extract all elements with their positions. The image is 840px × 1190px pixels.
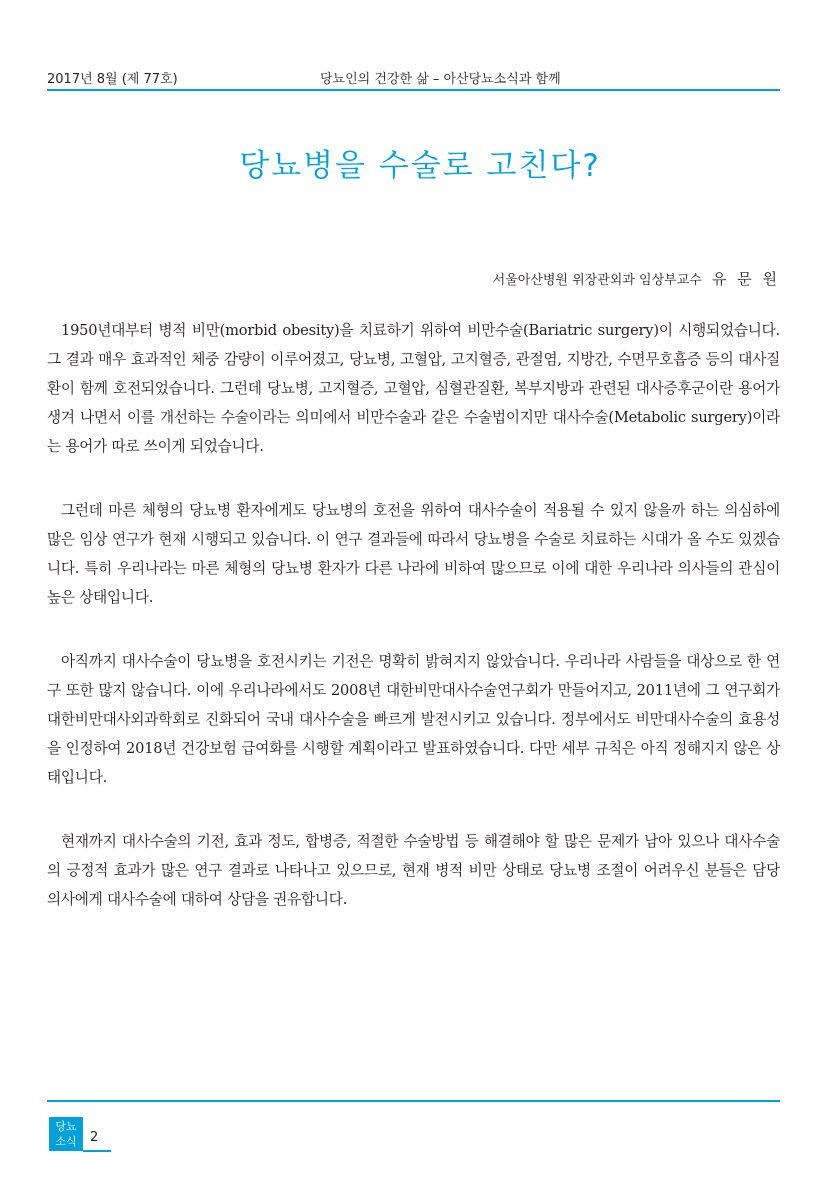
author-name: 유 문 원 <box>711 270 780 288</box>
article-paragraph: 현재까지 대사수술의 기전, 효과 정도, 합병증, 적절한 수술방법 등 해결해야 할 많은 문제가 남아 있으나 대사수술의 긍정적 효과가 많은 연구 결과로 나타나고 있으므로, 현재 병적 비만 상태로 당뇨병 조절이 어려우신 분들은 담당 의사에게 대사수술에 대하여 상담을 권유합니다. <box>47 833 780 908</box>
author-affiliation: 서울아산병원 위장관외과 임상부교수 <box>492 273 702 288</box>
series-title: 당뇨인의 건강한 삶 – 아산당뇨소식과 함께 <box>320 72 561 87</box>
page-header <box>47 66 780 90</box>
footer-divider <box>47 1100 780 1102</box>
issue-label: 2017년 8월 (제 77호) <box>47 72 178 87</box>
article-paragraph: 아직까지 대사수술이 당뇨병을 호전시키는 기전은 명확히 밝혀지지 않았습니다. 우리나라 사람들을 대상으로 한 연구 또한 많지 않습니다. 이에 우리나라에서도 2008년 대한비만대사수술연구회가 만들어지고, 2011년에 그 연구회가 대한비만대사외과학회로 진화되어 국내 대사수술을 빠르게 발전시키고 있습니다. 정부에서도 비만대사수술의 효용성을 인정하여 2018년 건강보험 급여화를 시행할 계획이라고 발표하였습니다. 다만 세부 규칙은 아직 정해지지 않은 상태입니다. <box>47 653 780 786</box>
badge-line-1: 당뇨 <box>55 1120 77 1133</box>
newsletter-badge <box>49 1117 83 1151</box>
article-paragraph: 1950년대부터 병적 비만(morbid obesity)을 치료하기 위하여 비만수술(Bariatric surgery)이 시행되었습니다. 그 결과 매우 효과적인 체중 감량이 이루어졌고, 당뇨병, 고혈압, 고지혈증, 관절염, 지방간, 수면무호흡증 등의 대사질환이 함께 호전되었습니다. 그런데 당뇨병, 고지혈증, 고혈압, 심혈관질환, 복부지방과 관련된 대사증후군이란 용어가 생겨 나면서 이를 개선하는 수술이라는 의미에서 비만수술과 같은 수술법이지만 대사수술(Metabolic surgery)이라는 용어가 따로 쓰이게 되었습니다. <box>47 322 780 455</box>
article-paragraph: 그런데 마른 체형의 당뇨병 환자에게도 당뇨병의 호전을 위하여 대사수술이 적용될 수 있지 않을까 하는 의심하에 많은 임상 연구가 현재 시행되고 있습니다. 이 연구 결과들에 따라서 당뇨병을 수술로 치료하는 시대가 올 수도 있겠습니다. 특히 우리나라는 마른 체형의 당뇨병 환자가 다른 나라에 비하여 많으므로 이에 대한 우리나라 의사들의 관심이 높은 상태입니다. <box>47 502 780 606</box>
header-divider <box>47 89 780 91</box>
page-number: 2 <box>90 1130 99 1145</box>
article-body <box>47 316 780 949</box>
article-title: 당뇨병을 수술로 고친다? <box>239 148 601 184</box>
page-number-underline <box>83 1150 111 1152</box>
author-byline <box>493 268 780 289</box>
badge-line-2: 소식 <box>55 1135 77 1148</box>
